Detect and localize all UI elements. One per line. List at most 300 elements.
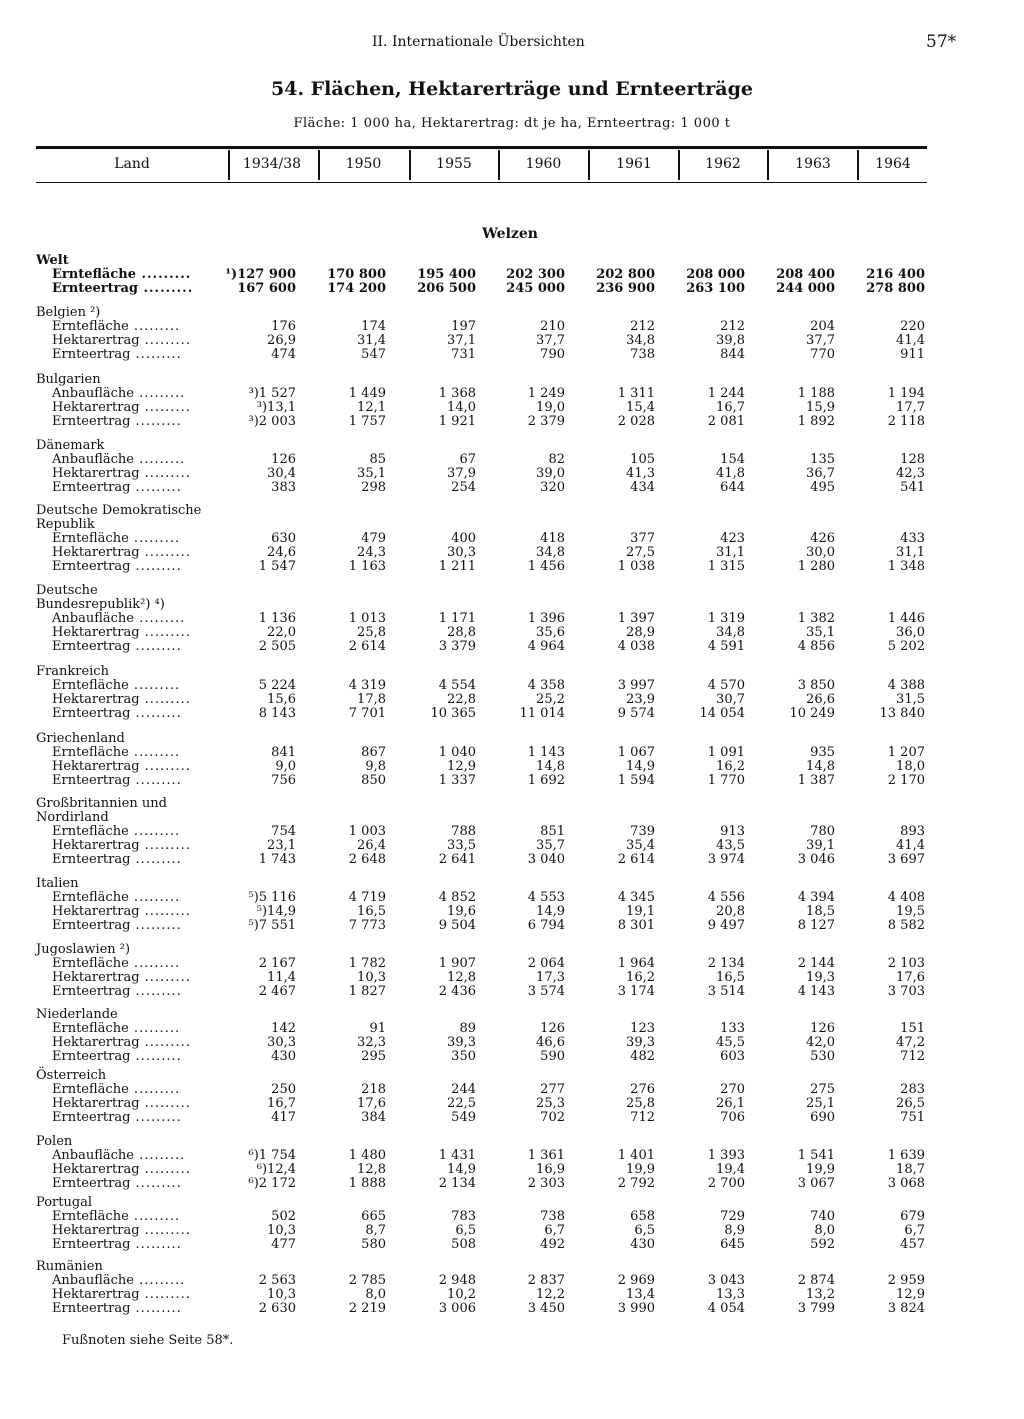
- table-cell: 208 000: [686, 267, 745, 282]
- table-cell: 1 541: [797, 1148, 835, 1163]
- leader-dots: .........: [139, 545, 191, 560]
- country-name: Niederlande: [36, 1007, 118, 1022]
- table-cell: 4 358: [527, 678, 565, 693]
- table-cell: 41,4: [896, 838, 925, 853]
- table-cell: 1 757: [348, 414, 386, 429]
- table-cell: 15,9: [806, 400, 835, 415]
- row-label: [52, 1224, 191, 1238]
- table-cell: 218: [361, 1082, 386, 1097]
- table-cell: 740: [810, 1209, 835, 1224]
- table-cell: 1 337: [438, 773, 476, 788]
- table-cell: 46,6: [536, 1035, 565, 1050]
- table-cell: 495: [810, 480, 835, 495]
- table-cell: 67: [459, 452, 476, 467]
- table-cell: 26,9: [267, 333, 296, 348]
- table-cell: 913: [720, 824, 745, 839]
- table-cell: 39,8: [716, 333, 745, 348]
- leader-dots: .........: [130, 773, 182, 788]
- row-label-text: Anbaufläche: [52, 1273, 134, 1288]
- table-cell: 1 040: [438, 745, 476, 760]
- country-name: Deutsche Demokratische Republik: [36, 503, 202, 532]
- row-label: [52, 1274, 185, 1288]
- table-cell: 32,3: [357, 1035, 386, 1050]
- row-label: [52, 467, 191, 481]
- table-cell: 8,0: [365, 1287, 386, 1302]
- table-cell: 1 387: [797, 773, 835, 788]
- row-label-text: Anbaufläche: [52, 386, 134, 401]
- table-cell: 14,9: [536, 904, 565, 919]
- table-cell: 18,0: [896, 759, 925, 774]
- table-cell: 690: [810, 1110, 835, 1125]
- row-label-text: Ernteertrag: [52, 1176, 131, 1191]
- row-label-text: Hektarertrag: [52, 1287, 140, 1302]
- row-label: [52, 387, 185, 401]
- row-label: [52, 348, 182, 362]
- column-separator: [228, 150, 230, 180]
- table-cell: 738: [630, 347, 655, 362]
- leader-dots: .........: [128, 1082, 181, 1097]
- row-label-text: Hektarertrag: [52, 1035, 140, 1050]
- table-cell: 729: [720, 1209, 745, 1224]
- table-cell: 2 969: [617, 1273, 655, 1288]
- table-cell: 14,0: [447, 400, 476, 415]
- table-cell: 738: [540, 1209, 565, 1224]
- table-cell: 41,8: [716, 466, 745, 481]
- table-cell: 236 900: [596, 281, 655, 296]
- table-cell: 25,3: [536, 1096, 565, 1111]
- row-label-text: Hektarertrag: [52, 333, 140, 348]
- table-cell: ³)13,1: [256, 400, 296, 415]
- table-cell: 751: [900, 1110, 925, 1125]
- table-cell: 24,3: [357, 545, 386, 560]
- table-cell: 25,2: [536, 692, 565, 707]
- table-cell: 8,9: [724, 1223, 745, 1238]
- table-cell: 12,8: [357, 1162, 386, 1177]
- table-cell: 19,1: [626, 904, 655, 919]
- country-name: Deutsche Bundesrepublik²) ⁴): [36, 583, 165, 612]
- table-cell: 197: [451, 319, 476, 334]
- table-cell: 1 827: [348, 984, 386, 999]
- table-cell: 4 408: [887, 890, 925, 905]
- leader-dots: .........: [139, 838, 191, 853]
- table-cell: 712: [900, 1049, 925, 1064]
- country-name: Belgien ²): [36, 305, 101, 320]
- table-cell: 254: [451, 480, 476, 495]
- table-cell: 208 400: [776, 267, 835, 282]
- table-cell: 216 400: [866, 267, 925, 282]
- row-label: [52, 760, 191, 774]
- leader-dots: .........: [139, 692, 191, 707]
- table-cell: 34,8: [716, 625, 745, 640]
- row-label: [52, 546, 191, 560]
- table-cell: 3 067: [797, 1176, 835, 1191]
- table-cell: 457: [900, 1237, 925, 1252]
- table-cell: 133: [720, 1021, 745, 1036]
- table-cell: 754: [271, 824, 296, 839]
- table-cell: 3 068: [887, 1176, 925, 1191]
- table-cell: 3 850: [797, 678, 835, 693]
- leader-dots: .........: [130, 480, 182, 495]
- table-cell: 2 614: [617, 852, 655, 867]
- country-name: Polen: [36, 1134, 73, 1149]
- row-label-text: Ernteertrag: [52, 639, 131, 654]
- table-cell: 14,8: [806, 759, 835, 774]
- table-cell: 850: [361, 773, 386, 788]
- table-cell: 1 449: [348, 386, 386, 401]
- table-cell: 417: [271, 1110, 296, 1125]
- table-cell: 14,8: [536, 759, 565, 774]
- table-cell: 13,4: [626, 1287, 655, 1302]
- row-label-text: Anbaufläche: [52, 452, 134, 467]
- table-cell: 33,5: [447, 838, 476, 853]
- row-label-text: Erntefläche: [52, 824, 129, 839]
- table-cell: 47,2: [896, 1035, 925, 1050]
- table-cell: 3 703: [887, 984, 925, 999]
- table-cell: ³)1 527: [248, 386, 296, 401]
- table-cell: 592: [810, 1237, 835, 1252]
- table-cell: 492: [540, 1237, 565, 1252]
- table-cell: 10,3: [357, 970, 386, 985]
- table-cell: 13,3: [716, 1287, 745, 1302]
- leader-dots: .........: [128, 1021, 181, 1036]
- row-label: [52, 282, 193, 296]
- table-cell: 19,9: [806, 1162, 835, 1177]
- table-cell: 2 641: [438, 852, 476, 867]
- table-cell: 212: [630, 319, 655, 334]
- table-cell: 22,8: [447, 692, 476, 707]
- table-cell: ⁵)5 116: [248, 890, 296, 905]
- table-cell: 1 446: [887, 611, 925, 626]
- table-cell: 433: [900, 531, 925, 546]
- table-cell: 547: [361, 347, 386, 362]
- leader-dots: .........: [139, 759, 191, 774]
- table-cell: 244: [451, 1082, 476, 1097]
- table-cell: 28,9: [626, 625, 655, 640]
- row-label: [52, 679, 180, 693]
- table-cell: 1 480: [348, 1148, 386, 1163]
- table-cell: 35,6: [536, 625, 565, 640]
- table-cell: 783: [451, 1209, 476, 1224]
- table-cell: 42,0: [806, 1035, 835, 1050]
- table-cell: 2 563: [258, 1273, 296, 1288]
- table-cell: 89: [459, 1021, 476, 1036]
- row-label: [52, 905, 191, 919]
- row-label-text: Ernteertrag: [52, 773, 131, 788]
- table-cell: 30,4: [267, 466, 296, 481]
- column-separator: [498, 150, 500, 180]
- table-cell: 176: [271, 319, 296, 334]
- table-cell: 18,7: [896, 1162, 925, 1177]
- table-cell: 844: [720, 347, 745, 362]
- leader-dots: .........: [136, 267, 192, 282]
- country-name: Griechenland: [36, 731, 125, 746]
- column-header-year: 1963: [795, 156, 831, 172]
- table-cell: 1 136: [258, 611, 296, 626]
- row-label-text: Hektarertrag: [52, 625, 140, 640]
- table-cell: 9 574: [617, 706, 655, 721]
- table-cell: 4 719: [348, 890, 386, 905]
- table-cell: 174: [361, 319, 386, 334]
- row-label: [52, 1050, 182, 1064]
- header-bottom-rule: [36, 182, 927, 183]
- leader-dots: .........: [128, 745, 181, 760]
- table-cell: 6 794: [527, 918, 565, 933]
- table-cell: 911: [900, 347, 925, 362]
- row-label-text: Erntefläche: [52, 678, 129, 693]
- table-cell: 2 648: [348, 852, 386, 867]
- table-cell: 320: [540, 480, 565, 495]
- table-cell: 82: [548, 452, 565, 467]
- table-cell: 400: [451, 531, 476, 546]
- table-cell: 35,4: [626, 838, 655, 853]
- table-cell: 4 038: [617, 639, 655, 654]
- table-cell: 13 840: [879, 706, 925, 721]
- table-cell: 9,8: [365, 759, 386, 774]
- row-label-text: Hektarertrag: [52, 545, 140, 560]
- table-cell: 7 773: [348, 918, 386, 933]
- table-cell: 4 319: [348, 678, 386, 693]
- row-label-text: Hektarertrag: [52, 1223, 140, 1238]
- table-cell: 3 697: [887, 852, 925, 867]
- table-cell: 45,5: [716, 1035, 745, 1050]
- table-cell: 644: [720, 480, 745, 495]
- table-cell: 935: [810, 745, 835, 760]
- table-cell: 212: [720, 319, 745, 334]
- table-cell: 142: [271, 1021, 296, 1036]
- table-cell: 16,5: [357, 904, 386, 919]
- table-cell: 14,9: [447, 1162, 476, 1177]
- country-name: Frankreich: [36, 664, 109, 679]
- table-cell: 893: [900, 824, 925, 839]
- table-cell: 3 990: [617, 1301, 655, 1316]
- table-cell: 3 974: [707, 852, 745, 867]
- table-cell: 841: [271, 745, 296, 760]
- row-label: [52, 957, 180, 971]
- row-label: [52, 853, 182, 867]
- table-cell: 39,0: [536, 466, 565, 481]
- table-cell: 2 959: [887, 1273, 925, 1288]
- table-cell: 10,3: [267, 1287, 296, 1302]
- table-cell: 2 170: [887, 773, 925, 788]
- table-cell: 17,7: [896, 400, 925, 415]
- table-cell: 502: [271, 1209, 296, 1224]
- leader-dots: .........: [133, 611, 186, 626]
- table-cell: 19,5: [896, 904, 925, 919]
- table-cell: 851: [540, 824, 565, 839]
- table-cell: 1 431: [438, 1148, 476, 1163]
- column-separator: [857, 150, 859, 180]
- leader-dots: .........: [133, 1148, 186, 1163]
- table-cell: 126: [271, 452, 296, 467]
- row-label-text: Erntefläche: [52, 1021, 129, 1036]
- table-cell: 202 300: [506, 267, 565, 282]
- table-cell: 26,5: [896, 1096, 925, 1111]
- table-cell: 479: [361, 531, 386, 546]
- table-cell: 426: [810, 531, 835, 546]
- table-cell: 36,0: [896, 625, 925, 640]
- table-cell: 3 574: [527, 984, 565, 999]
- row-label: [52, 626, 191, 640]
- table-cell: 5 202: [887, 639, 925, 654]
- table-cell: 6,7: [904, 1223, 925, 1238]
- table-cell: 3 046: [797, 852, 835, 867]
- table-cell: ⁵)7 551: [248, 918, 296, 933]
- table-cell: 11,4: [267, 970, 296, 985]
- table-cell: ³)2 003: [248, 414, 296, 429]
- leader-dots: .........: [128, 678, 181, 693]
- table-cell: 1 770: [707, 773, 745, 788]
- row-label-text: Erntefläche: [52, 745, 129, 760]
- country-name: Jugoslawien ²): [36, 942, 131, 957]
- row-label: [52, 1111, 182, 1125]
- table-cell: 4 856: [797, 639, 835, 654]
- table-cell: 26,4: [357, 838, 386, 853]
- leader-dots: .........: [128, 1209, 181, 1224]
- table-cell: 16,7: [716, 400, 745, 415]
- table-cell: 202 800: [596, 267, 655, 282]
- row-label-text: Ernteertrag: [52, 559, 131, 574]
- row-label: [52, 774, 182, 788]
- leader-dots: .........: [139, 1223, 191, 1238]
- row-label-text: Ernteertrag: [52, 414, 131, 429]
- table-cell: 37,7: [536, 333, 565, 348]
- table-cell: 2 630: [258, 1301, 296, 1316]
- column-header-year: 1955: [436, 156, 472, 172]
- row-label: [52, 415, 182, 429]
- table-cell: 4 143: [797, 984, 835, 999]
- table-cell: 2 436: [438, 984, 476, 999]
- table-cell: 4 345: [617, 890, 655, 905]
- table-cell: 4 591: [707, 639, 745, 654]
- leader-dots: .........: [139, 625, 191, 640]
- row-label: [52, 985, 182, 999]
- table-cell: 2 144: [797, 956, 835, 971]
- row-label: [52, 1163, 191, 1177]
- table-cell: 39,3: [626, 1035, 655, 1050]
- table-cell: 1 639: [887, 1148, 925, 1163]
- table-cell: 8,7: [365, 1223, 386, 1238]
- table-cell: 1 964: [617, 956, 655, 971]
- table-cell: 170 800: [327, 267, 386, 282]
- row-label: [52, 453, 185, 467]
- leader-dots: .........: [133, 386, 186, 401]
- table-cell: 19,9: [626, 1162, 655, 1177]
- table-cell: 105: [630, 452, 655, 467]
- table-cell: 3 799: [797, 1301, 835, 1316]
- table-cell: 2 379: [527, 414, 565, 429]
- table-cell: 14,9: [626, 759, 655, 774]
- table-cell: 16,2: [626, 970, 655, 985]
- table-cell: 12,9: [447, 759, 476, 774]
- row-label: [52, 1288, 191, 1302]
- table-cell: ¹)127 900: [225, 267, 296, 282]
- table-cell: 31,1: [716, 545, 745, 560]
- table-cell: 350: [451, 1049, 476, 1064]
- table-cell: 4 852: [438, 890, 476, 905]
- table-cell: 1 782: [348, 956, 386, 971]
- row-label-text: Hektarertrag: [52, 692, 140, 707]
- row-label-text: Ernteertrag: [52, 984, 131, 999]
- table-cell: 10,2: [447, 1287, 476, 1302]
- table-cell: 30,7: [716, 692, 745, 707]
- leader-dots: .........: [128, 890, 181, 905]
- leader-dots: .........: [130, 1237, 182, 1252]
- table-cell: 1 319: [707, 611, 745, 626]
- leader-dots: .........: [130, 1301, 182, 1316]
- table-cell: 739: [630, 824, 655, 839]
- table-cell: 206 500: [417, 281, 476, 296]
- table-cell: 204: [810, 319, 835, 334]
- table-cell: 25,8: [357, 625, 386, 640]
- table-cell: 39,1: [806, 838, 835, 853]
- table-cell: 1 348: [887, 559, 925, 574]
- table-cell: 4 964: [527, 639, 565, 654]
- table-cell: 1 280: [797, 559, 835, 574]
- table-cell: 283: [900, 1082, 925, 1097]
- table-cell: 10 249: [789, 706, 835, 721]
- table-cell: 2 785: [348, 1273, 386, 1288]
- table-cell: 276: [630, 1082, 655, 1097]
- column-header-land: Land: [114, 156, 150, 172]
- table-title: 54. Flächen, Hektarerträge und Ernteerträge: [271, 78, 753, 100]
- leader-dots: .........: [130, 1049, 182, 1064]
- row-label-text: Ernteertrag: [52, 1237, 131, 1252]
- table-cell: 2 303: [527, 1176, 565, 1191]
- country-name: Rumänien: [36, 1259, 103, 1274]
- column-header-year: 1962: [705, 156, 741, 172]
- table-cell: 1 244: [707, 386, 745, 401]
- table-cell: 3 040: [527, 852, 565, 867]
- table-cell: 17,6: [357, 1096, 386, 1111]
- leader-dots: .........: [130, 918, 182, 933]
- row-label-text: Erntefläche: [52, 267, 136, 282]
- table-cell: 41,3: [626, 466, 655, 481]
- table-cell: 2 064: [527, 956, 565, 971]
- table-cell: 6,5: [634, 1223, 655, 1238]
- table-cell: 30,3: [267, 1035, 296, 1050]
- table-cell: 1 743: [258, 852, 296, 867]
- table-cell: 3 514: [707, 984, 745, 999]
- table-cell: ⁶)1 754: [248, 1148, 296, 1163]
- table-cell: 867: [361, 745, 386, 760]
- table-cell: 4 556: [707, 890, 745, 905]
- row-label: [52, 825, 180, 839]
- table-cell: 474: [271, 347, 296, 362]
- table-cell: 37,9: [447, 466, 476, 481]
- leader-dots: .........: [130, 639, 182, 654]
- table-cell: 43,5: [716, 838, 745, 853]
- row-label-text: Hektarertrag: [52, 466, 140, 481]
- row-label-text: Ernteertrag: [52, 706, 131, 721]
- table-cell: 13,2: [806, 1287, 835, 1302]
- table-cell: 2 874: [797, 1273, 835, 1288]
- leader-dots: .........: [128, 956, 181, 971]
- table-cell: 702: [540, 1110, 565, 1125]
- table-cell: 3 174: [617, 984, 655, 999]
- column-header-year: 1934/38: [242, 156, 302, 172]
- table-cell: 2 167: [258, 956, 296, 971]
- table-cell: 30,0: [806, 545, 835, 560]
- table-cell: 5 224: [258, 678, 296, 693]
- table-cell: 20,8: [716, 904, 745, 919]
- table-cell: 16,5: [716, 970, 745, 985]
- table-cell: 4 570: [707, 678, 745, 693]
- table-cell: 9,0: [275, 759, 296, 774]
- table-cell: 6,7: [544, 1223, 565, 1238]
- table-cell: 549: [451, 1110, 476, 1125]
- table-cell: 14 054: [699, 706, 745, 721]
- table-cell: 770: [810, 347, 835, 362]
